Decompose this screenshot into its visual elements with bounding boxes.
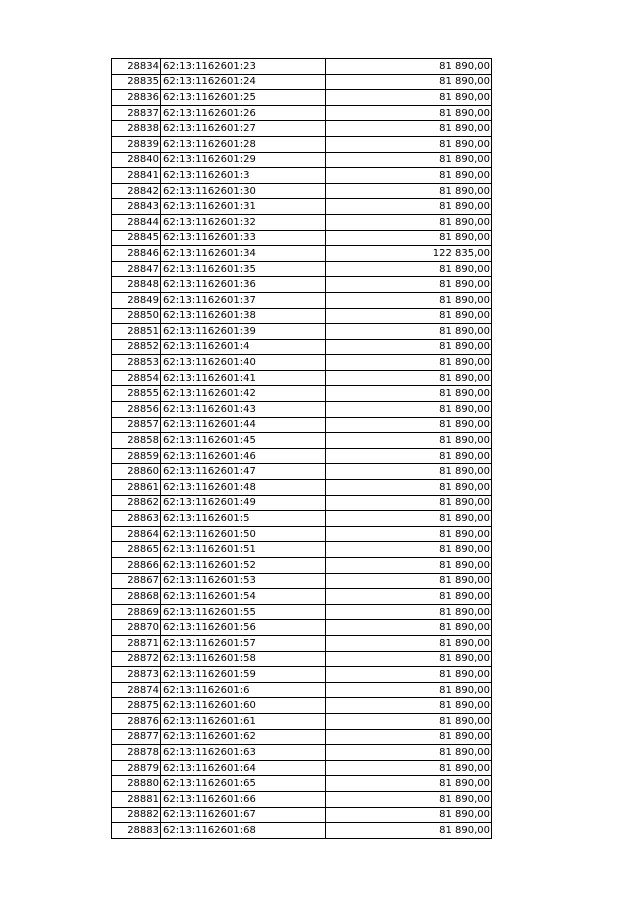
- cadastral-number-cell: 62:13:1162601:35: [161, 261, 326, 277]
- cadastral-value-cell: 81 890,00: [326, 105, 492, 121]
- row-number-cell: 28838: [112, 121, 161, 137]
- table-row: [112, 823, 492, 839]
- cadastral-number-cell: 62:13:1162601:58: [161, 651, 326, 667]
- cadastral-value-cell: 81 890,00: [326, 823, 492, 839]
- cadastral-number-cell: 62:13:1162601:25: [161, 90, 326, 106]
- cadastral-number-cell: 62:13:1162601:43: [161, 402, 326, 418]
- row-number-cell: 28866: [112, 558, 161, 574]
- row-number-cell: 28848: [112, 277, 161, 293]
- table-row: [112, 620, 492, 636]
- cadastral-value-cell: 81 890,00: [326, 230, 492, 246]
- table-row: [112, 433, 492, 449]
- row-number-cell: 28867: [112, 573, 161, 589]
- cadastral-number-cell: 62:13:1162601:54: [161, 589, 326, 605]
- table-row: [112, 277, 492, 293]
- cadastral-number-cell: 62:13:1162601:57: [161, 635, 326, 651]
- cadastral-number-cell: 62:13:1162601:50: [161, 526, 326, 542]
- table-row: [112, 168, 492, 184]
- cadastral-value-cell: 122 835,00: [326, 246, 492, 262]
- table-row: [112, 635, 492, 651]
- cadastral-number-cell: 62:13:1162601:59: [161, 667, 326, 683]
- cadastral-value-cell: 81 890,00: [326, 121, 492, 137]
- cadastral-number-cell: 62:13:1162601:45: [161, 433, 326, 449]
- cadastral-value-table: [111, 58, 492, 839]
- table-body: [112, 59, 492, 839]
- cadastral-number-cell: 62:13:1162601:31: [161, 199, 326, 215]
- cadastral-value-cell: 81 890,00: [326, 729, 492, 745]
- cadastral-number-cell: 62:13:1162601:42: [161, 386, 326, 402]
- table-row: [112, 713, 492, 729]
- cadastral-number-cell: 62:13:1162601:60: [161, 698, 326, 714]
- row-number-cell: 28882: [112, 807, 161, 823]
- cadastral-number-cell: 62:13:1162601:68: [161, 823, 326, 839]
- row-number-cell: 28871: [112, 635, 161, 651]
- table-row: [112, 558, 492, 574]
- cadastral-value-cell: 81 890,00: [326, 651, 492, 667]
- cadastral-number-cell: 62:13:1162601:64: [161, 760, 326, 776]
- cadastral-value-cell: 81 890,00: [326, 355, 492, 371]
- row-number-cell: 28842: [112, 183, 161, 199]
- cadastral-number-cell: 62:13:1162601:28: [161, 136, 326, 152]
- cadastral-value-cell: 81 890,00: [326, 635, 492, 651]
- table-row: [112, 230, 492, 246]
- cadastral-number-cell: 62:13:1162601:63: [161, 745, 326, 761]
- cadastral-number-cell: 62:13:1162601:3: [161, 168, 326, 184]
- row-number-cell: 28879: [112, 760, 161, 776]
- cadastral-number-cell: 62:13:1162601:33: [161, 230, 326, 246]
- cadastral-value-cell: 81 890,00: [326, 277, 492, 293]
- table-row: [112, 604, 492, 620]
- cadastral-number-cell: 62:13:1162601:40: [161, 355, 326, 371]
- cadastral-value-cell: 81 890,00: [326, 698, 492, 714]
- row-number-cell: 28846: [112, 246, 161, 262]
- cadastral-value-cell: 81 890,00: [326, 370, 492, 386]
- table-row: [112, 791, 492, 807]
- cadastral-value-cell: 81 890,00: [326, 480, 492, 496]
- table-row: [112, 448, 492, 464]
- cadastral-value-cell: 81 890,00: [326, 464, 492, 480]
- table-row: [112, 152, 492, 168]
- table-row: [112, 542, 492, 558]
- table-row: [112, 90, 492, 106]
- cadastral-value-cell: 81 890,00: [326, 542, 492, 558]
- table-row: [112, 651, 492, 667]
- cadastral-number-cell: 62:13:1162601:44: [161, 417, 326, 433]
- table-row: [112, 682, 492, 698]
- table-row: [112, 480, 492, 496]
- cadastral-number-cell: 62:13:1162601:65: [161, 776, 326, 792]
- row-number-cell: 28873: [112, 667, 161, 683]
- cadastral-value-cell: 81 890,00: [326, 760, 492, 776]
- cadastral-value-cell: 81 890,00: [326, 152, 492, 168]
- cadastral-number-cell: 62:13:1162601:52: [161, 558, 326, 574]
- cadastral-number-cell: 62:13:1162601:27: [161, 121, 326, 137]
- row-number-cell: 28841: [112, 168, 161, 184]
- table-row: [112, 776, 492, 792]
- row-number-cell: 28847: [112, 261, 161, 277]
- table-row: [112, 214, 492, 230]
- table-row: [112, 105, 492, 121]
- table-row: [112, 464, 492, 480]
- row-number-cell: 28845: [112, 230, 161, 246]
- table-row: [112, 136, 492, 152]
- table-row: [112, 246, 492, 262]
- cadastral-number-cell: 62:13:1162601:48: [161, 480, 326, 496]
- row-number-cell: 28853: [112, 355, 161, 371]
- row-number-cell: 28837: [112, 105, 161, 121]
- cadastral-number-cell: 62:13:1162601:62: [161, 729, 326, 745]
- row-number-cell: 28872: [112, 651, 161, 667]
- row-number-cell: 28843: [112, 199, 161, 215]
- cadastral-value-cell: 81 890,00: [326, 261, 492, 277]
- cadastral-number-cell: 62:13:1162601:36: [161, 277, 326, 293]
- row-number-cell: 28857: [112, 417, 161, 433]
- cadastral-value-cell: 81 890,00: [326, 292, 492, 308]
- row-number-cell: 28881: [112, 791, 161, 807]
- cadastral-value-cell: 81 890,00: [326, 339, 492, 355]
- row-number-cell: 28856: [112, 402, 161, 418]
- row-number-cell: 28861: [112, 480, 161, 496]
- cadastral-value-cell: 81 890,00: [326, 667, 492, 683]
- cadastral-value-cell: 81 890,00: [326, 776, 492, 792]
- cadastral-number-cell: 62:13:1162601:6: [161, 682, 326, 698]
- table-row: [112, 355, 492, 371]
- cadastral-number-cell: 62:13:1162601:26: [161, 105, 326, 121]
- table-row: [112, 760, 492, 776]
- cadastral-value-cell: 81 890,00: [326, 526, 492, 542]
- row-number-cell: 28880: [112, 776, 161, 792]
- row-number-cell: 28858: [112, 433, 161, 449]
- row-number-cell: 28844: [112, 214, 161, 230]
- cadastral-value-cell: 81 890,00: [326, 168, 492, 184]
- table-row: [112, 121, 492, 137]
- table-row: [112, 386, 492, 402]
- row-number-cell: 28840: [112, 152, 161, 168]
- table-row: [112, 308, 492, 324]
- row-number-cell: 28868: [112, 589, 161, 605]
- cadastral-number-cell: 62:13:1162601:29: [161, 152, 326, 168]
- cadastral-value-cell: 81 890,00: [326, 713, 492, 729]
- row-number-cell: 28836: [112, 90, 161, 106]
- row-number-cell: 28850: [112, 308, 161, 324]
- cadastral-number-cell: 62:13:1162601:38: [161, 308, 326, 324]
- row-number-cell: 28852: [112, 339, 161, 355]
- row-number-cell: 28869: [112, 604, 161, 620]
- cadastral-value-cell: 81 890,00: [326, 511, 492, 527]
- cadastral-number-cell: 62:13:1162601:4: [161, 339, 326, 355]
- table-row: [112, 324, 492, 340]
- cadastral-value-cell: 81 890,00: [326, 214, 492, 230]
- table-row: [112, 698, 492, 714]
- table-row: [112, 339, 492, 355]
- cadastral-value-cell: 81 890,00: [326, 402, 492, 418]
- cadastral-number-cell: 62:13:1162601:49: [161, 495, 326, 511]
- cadastral-value-cell: 81 890,00: [326, 386, 492, 402]
- row-number-cell: 28835: [112, 74, 161, 90]
- row-number-cell: 28859: [112, 448, 161, 464]
- cadastral-value-cell: 81 890,00: [326, 90, 492, 106]
- row-number-cell: 28849: [112, 292, 161, 308]
- table-row: [112, 292, 492, 308]
- row-number-cell: 28862: [112, 495, 161, 511]
- cadastral-value-cell: 81 890,00: [326, 558, 492, 574]
- cadastral-number-cell: 62:13:1162601:55: [161, 604, 326, 620]
- table-row: [112, 589, 492, 605]
- cadastral-number-cell: 62:13:1162601:23: [161, 59, 326, 75]
- cadastral-number-cell: 62:13:1162601:41: [161, 370, 326, 386]
- cadastral-number-cell: 62:13:1162601:37: [161, 292, 326, 308]
- row-number-cell: 28865: [112, 542, 161, 558]
- cadastral-number-cell: 62:13:1162601:66: [161, 791, 326, 807]
- cadastral-value-cell: 81 890,00: [326, 136, 492, 152]
- table-row: [112, 370, 492, 386]
- cadastral-value-cell: 81 890,00: [326, 791, 492, 807]
- cadastral-value-cell: 81 890,00: [326, 745, 492, 761]
- cadastral-value-cell: 81 890,00: [326, 417, 492, 433]
- cadastral-value-cell: 81 890,00: [326, 433, 492, 449]
- cadastral-number-cell: 62:13:1162601:46: [161, 448, 326, 464]
- row-number-cell: 28863: [112, 511, 161, 527]
- row-number-cell: 28839: [112, 136, 161, 152]
- cadastral-number-cell: 62:13:1162601:34: [161, 246, 326, 262]
- row-number-cell: 28870: [112, 620, 161, 636]
- table-row: [112, 199, 492, 215]
- cadastral-number-cell: 62:13:1162601:30: [161, 183, 326, 199]
- cadastral-number-cell: 62:13:1162601:53: [161, 573, 326, 589]
- cadastral-value-cell: 81 890,00: [326, 495, 492, 511]
- table-row: [112, 526, 492, 542]
- row-number-cell: 28864: [112, 526, 161, 542]
- cadastral-value-cell: 81 890,00: [326, 620, 492, 636]
- cadastral-number-cell: 62:13:1162601:61: [161, 713, 326, 729]
- table-row: [112, 573, 492, 589]
- row-number-cell: 28855: [112, 386, 161, 402]
- cadastral-number-cell: 62:13:1162601:47: [161, 464, 326, 480]
- table-row: [112, 183, 492, 199]
- table-row: [112, 667, 492, 683]
- table-row: [112, 74, 492, 90]
- table-row: [112, 729, 492, 745]
- cadastral-value-cell: 81 890,00: [326, 589, 492, 605]
- cadastral-value-cell: 81 890,00: [326, 74, 492, 90]
- cadastral-value-cell: 81 890,00: [326, 324, 492, 340]
- row-number-cell: 28878: [112, 745, 161, 761]
- cadastral-value-cell: 81 890,00: [326, 199, 492, 215]
- table-row: [112, 59, 492, 75]
- row-number-cell: 28883: [112, 823, 161, 839]
- row-number-cell: 28875: [112, 698, 161, 714]
- table-row: [112, 261, 492, 277]
- cadastral-value-cell: 81 890,00: [326, 682, 492, 698]
- cadastral-number-cell: 62:13:1162601:39: [161, 324, 326, 340]
- cadastral-number-cell: 62:13:1162601:56: [161, 620, 326, 636]
- row-number-cell: 28860: [112, 464, 161, 480]
- cadastral-value-cell: 81 890,00: [326, 183, 492, 199]
- table-row: [112, 511, 492, 527]
- cadastral-number-cell: 62:13:1162601:32: [161, 214, 326, 230]
- cadastral-value-cell: 81 890,00: [326, 573, 492, 589]
- row-number-cell: 28834: [112, 59, 161, 75]
- cadastral-number-cell: 62:13:1162601:5: [161, 511, 326, 527]
- table-row: [112, 807, 492, 823]
- cadastral-number-cell: 62:13:1162601:24: [161, 74, 326, 90]
- table-row: [112, 745, 492, 761]
- cadastral-value-cell: 81 890,00: [326, 308, 492, 324]
- cadastral-value-cell: 81 890,00: [326, 59, 492, 75]
- cadastral-value-cell: 81 890,00: [326, 807, 492, 823]
- cadastral-value-cell: 81 890,00: [326, 604, 492, 620]
- table-row: [112, 495, 492, 511]
- row-number-cell: 28874: [112, 682, 161, 698]
- cadastral-number-cell: 62:13:1162601:51: [161, 542, 326, 558]
- table-row: [112, 402, 492, 418]
- row-number-cell: 28854: [112, 370, 161, 386]
- row-number-cell: 28851: [112, 324, 161, 340]
- cadastral-number-cell: 62:13:1162601:67: [161, 807, 326, 823]
- table-row: [112, 417, 492, 433]
- row-number-cell: 28876: [112, 713, 161, 729]
- row-number-cell: 28877: [112, 729, 161, 745]
- cadastral-value-cell: 81 890,00: [326, 448, 492, 464]
